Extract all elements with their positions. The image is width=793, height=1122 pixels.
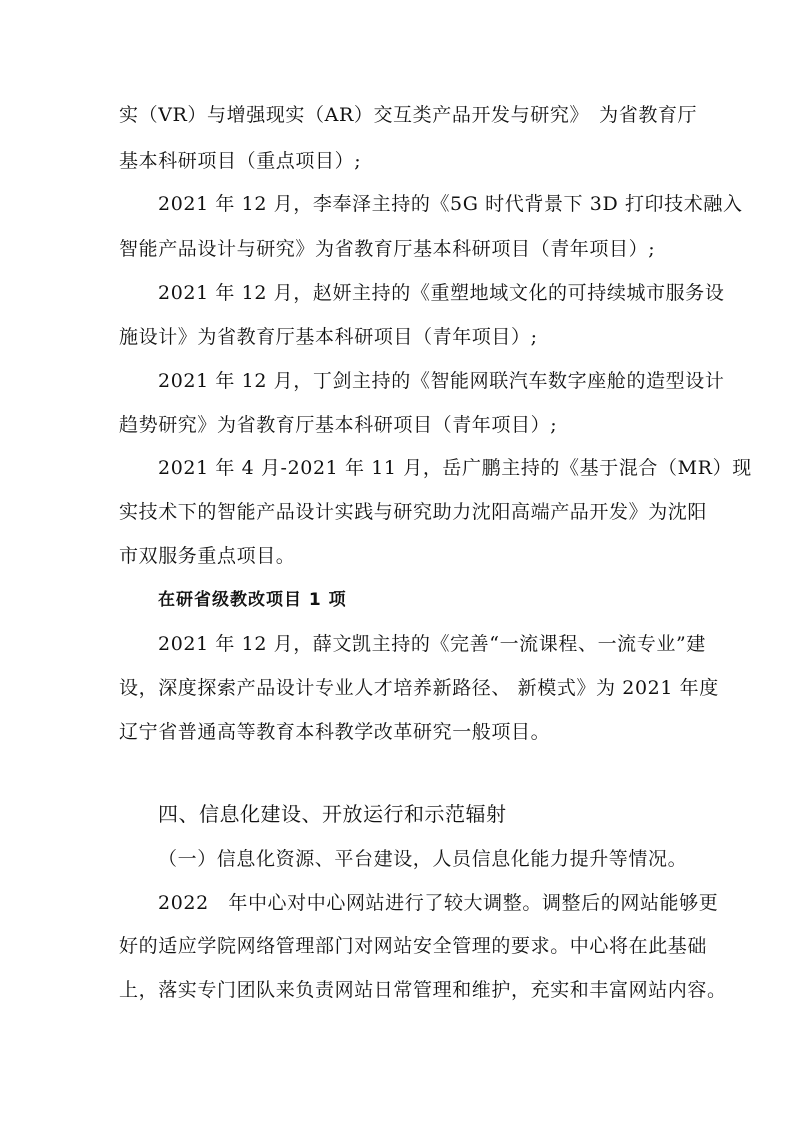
paragraph-line: 实（VR）与增强现实（AR）交互类产品开发与研究》 为省教育厅 <box>119 104 698 126</box>
paragraph-line: 上，落实专门团队来负责网站日常管理和维护，充实和丰富网站内容。 <box>119 979 727 1001</box>
paragraph-line: 智能产品设计与研究》为省教育厅基本科研项目（青年项目）; <box>119 238 656 260</box>
paragraph-line: 施设计》为省教育厅基本科研项目（青年项目）; <box>119 326 538 348</box>
paragraph-line: 基本科研项目（重点项目）; <box>119 150 362 172</box>
subsection-heading: （一）信息化资源、平台建设，人员信息化能力提升等情况。 <box>158 848 688 870</box>
paragraph-line: 市双服务重点项目。 <box>119 545 296 567</box>
paragraph-line: 2021 年 12 月，李奉泽主持的《5G 时代背景下 3D 打印技术融入 <box>158 193 743 215</box>
paragraph-line: 实技术下的智能产品设计实践与研究助力沈阳高端产品开发》为沈阳 <box>119 501 708 523</box>
paragraph-line: 设，深度探索产品设计专业人才培养新路径、 新模式》为 2021 年度 <box>119 677 719 699</box>
paragraph-line: 2021 年 4 月-2021 年 11 月，岳广鹏主持的《基于混合（MR）现 <box>158 457 752 479</box>
paragraph-line: 2022 年中心对中心网站进行了较大调整。调整后的网站能够更 <box>158 892 719 914</box>
paragraph-line: 2021 年 12 月，赵妍主持的《重塑地域文化的可持续城市服务设 <box>158 282 725 304</box>
paragraph-line: 辽宁省普通高等教育本科教学改革研究一般项目。 <box>119 721 551 743</box>
paragraph-line: 好的适应学院网络管理部门对网站安全管理的要求。中心将在此基础 <box>119 935 708 957</box>
paragraph-line: 2021 年 12 月，丁剑主持的《智能网联汽车数字座舱的造型设计 <box>158 370 725 392</box>
section-heading: 四、信息化建设、开放运行和示范辐射 <box>158 802 507 826</box>
paragraph-line: 2021 年 12 月，薛文凯主持的《完善“一流课程、一流专业”建 <box>158 633 706 655</box>
subheading: 在研省级教改项目 1 项 <box>158 590 347 610</box>
paragraph-line: 趋势研究》为省教育厅基本科研项目（青年项目）; <box>119 414 558 436</box>
